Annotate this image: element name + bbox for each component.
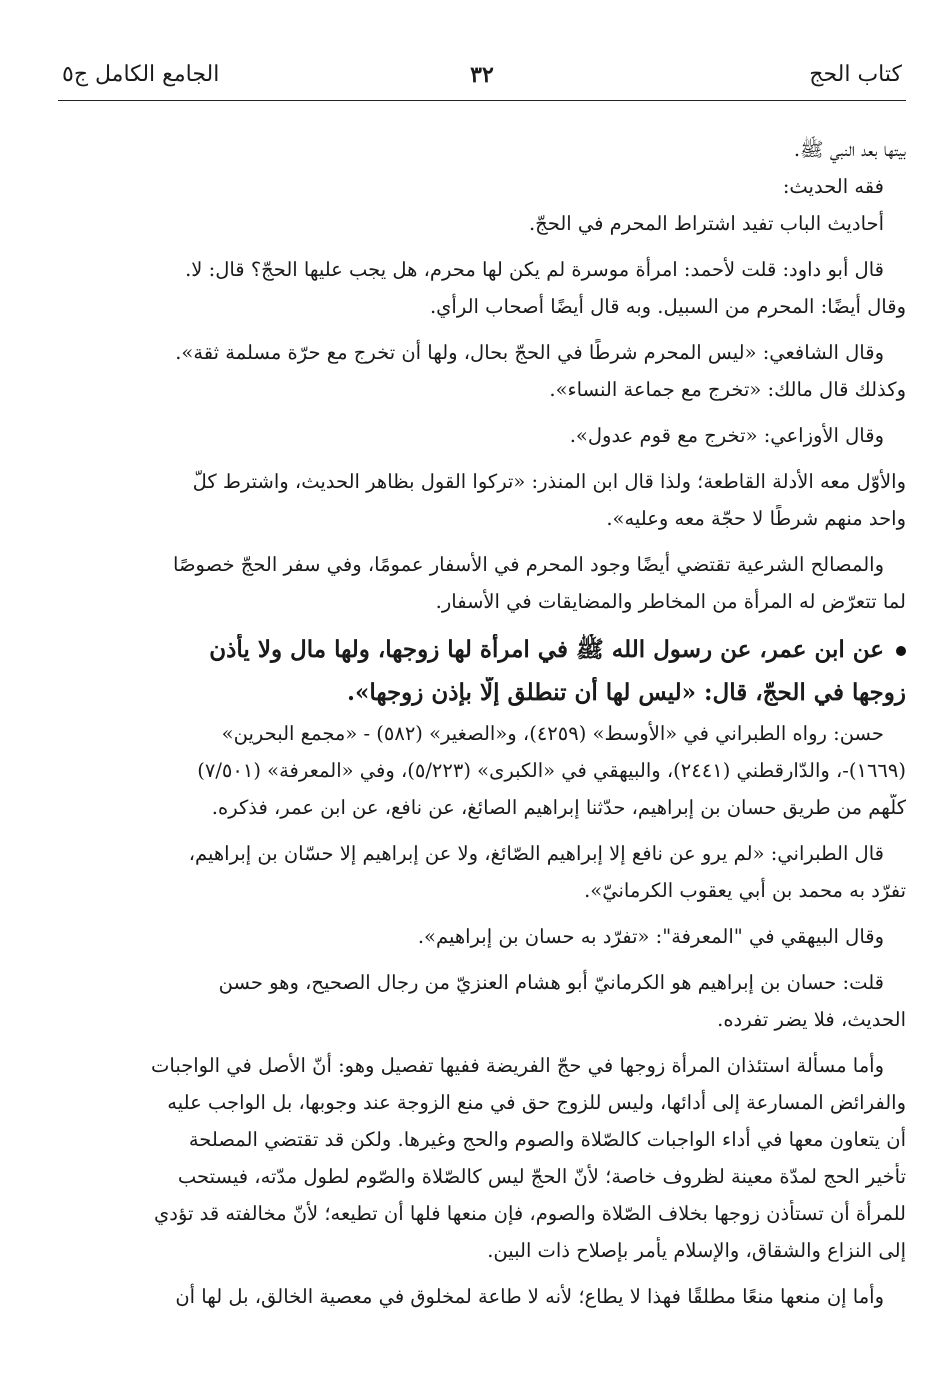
text-line: وأما إن منعها منعًا مطلقًا فهذا لا يطاع؛ لأنه لا طاعة لمخلوق في معصية الخالق، بل لها أن <box>175 1285 884 1308</box>
text-line: الحديث، فلا يضر تفرده. <box>717 1008 906 1031</box>
text-line: واحد منهم شرطًا لا حجّة معه وعليه». <box>606 507 906 530</box>
text-line: وقال أيضًا: المحرم من السبيل. وبه قال أيضًا أصحاب الرأي. <box>429 295 906 318</box>
page-body <box>58 136 906 1320</box>
bullet-icon <box>896 646 906 656</box>
text-line: وقال البيهقي في "المعرفة": «تفرّد به حسان بن إبراهيم». <box>417 925 884 948</box>
text-line: بيتها بعد النبي ﷺ. <box>793 138 906 161</box>
text-line: وقال الشافعي: «ليس المحرم شرطًا في الحجّ بحال، ولها أن تخرج مع حرّة مسلمة ثقة». <box>175 341 884 364</box>
takhrij-line: كلّهم من طريق حسان بن إبراهيم، حدّثنا إبراهيم الصائغ، عن نافع، عن ابن عمر، فذكره. <box>211 796 906 819</box>
takhrij-line: (١٦٦٩)-، والدّارقطني (٢٤٤١)، والبيهقي في «الكبرى» (٥/٢٢٣)، وفي «المعرفة» (٧/٥٠١) <box>197 759 906 782</box>
text-line: لما تتعرّض له المرأة من المخاطر والمضايقات في الأسفار. <box>435 590 906 613</box>
page-header <box>58 60 906 101</box>
text-line: أحاديث الباب تفيد اشتراط المحرم في الحجّ. <box>528 212 884 235</box>
text-line: والأوّل معه الأدلة القاطعة؛ ولذا قال ابن المنذر: «تركوا القول بظاهر الحديث، واشترط كلّ <box>192 470 906 493</box>
text-line: قلت: حسان بن إبراهيم هو الكرمانيّ أبو هشام العنزيّ من رجال الصحيح، وهو حسن <box>218 971 884 994</box>
text-line: إلى النزاع والشقاق، والإسلام يأمر بإصلاح ذات البين. <box>487 1239 906 1262</box>
page-number: ٣٢ <box>470 62 494 88</box>
text-line: وكذلك قال مالك: «تخرج مع جماعة النساء». <box>549 378 906 401</box>
text-line: والمصالح الشرعية تقتضي أيضًا وجود المحرم في الأسفار عمومًا، وفي سفر الحجّ خصوصًا <box>173 553 884 576</box>
hadith-line: زوجها في الحجّ، قال: «ليس لها أن تنطلق إلّا بإذن زوجها». <box>346 679 906 706</box>
text-line: للمرأة أن تستأذن زوجها بخلاف الصّلاة والصوم، فإن منعها فلها أن تطيعه؛ لأنّ مخالفته قد تؤدي <box>154 1202 906 1225</box>
takhrij-line: حسن: رواه الطبراني في «الأوسط» (٤٢٥٩)، و«الصغير» (٥٨٢) - «مجمع البحرين» <box>221 722 884 745</box>
text-line: أن يتعاون معها في أداء الواجبات كالصّلاة والصوم والحج وغيرها. ولكن قد تقتضي المصلحة <box>188 1128 906 1151</box>
volume-title: الجامع الكامل ج٥ <box>62 62 220 87</box>
text-line: وقال الأوزاعي: «تخرج مع قوم عدول». <box>569 424 884 447</box>
text-line: وأما مسألة استئذان المرأة زوجها في حجّ الفريضة ففيها تفصيل وهو: أنّ الأصل في الواجبات <box>151 1054 884 1077</box>
text-line: تفرّد به محمد بن أبي يعقوب الكرمانيّ». <box>584 879 906 902</box>
hadith-line: عن ابن عمر، عن رسول الله ﷺ في امرأة لها زوجها، ولها مال ولا يأذن <box>58 634 906 665</box>
section-heading: فقه الحديث: <box>782 175 884 198</box>
text-line: تأخير الحج لمدّة معينة لظروف خاصة؛ لأنّ الحجّ ليس كالصّلاة والصّوم لطول مدّته، فيستحب <box>177 1165 906 1188</box>
text-line: قال الطبراني: «لم يرو عن نافع إلا إبراهيم الصّائغ، ولا عن إبراهيم إلا حسّان بن إبراهيم، <box>188 842 884 865</box>
book-title: كتاب الحج <box>809 62 902 87</box>
text-line: والفرائض المسارعة إلى أدائها، وليس للزوج حق في منع الزوجة عند وجوبها، بل الواجب عليه <box>167 1091 906 1114</box>
text-line: قال أبو داود: قلت لأحمد: امرأة موسرة لم يكن لها محرم، هل يجب عليها الحجّ؟ قال: لا. <box>185 258 884 281</box>
